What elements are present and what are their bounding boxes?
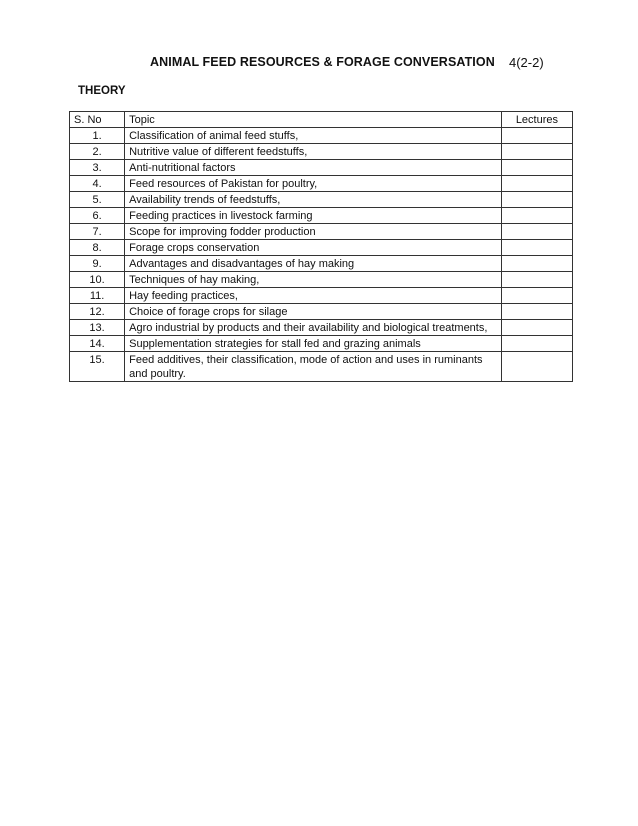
row-lectures bbox=[501, 224, 572, 240]
row-topic: Forage crops conservation bbox=[125, 240, 502, 256]
row-lectures bbox=[501, 336, 572, 352]
table-row bbox=[70, 176, 573, 192]
row-topic: Feeding practices in livestock farming bbox=[125, 208, 502, 224]
table-row bbox=[70, 272, 573, 288]
row-topic: Choice of forage crops for silage bbox=[125, 304, 502, 320]
row-sno: 3. bbox=[70, 160, 125, 176]
row-lectures bbox=[501, 288, 572, 304]
row-topic: Hay feeding practices, bbox=[125, 288, 502, 304]
table-row bbox=[70, 256, 573, 272]
row-sno: 10. bbox=[70, 272, 125, 288]
table-row bbox=[70, 224, 573, 240]
row-topic: Availability trends of feedstuffs, bbox=[125, 192, 502, 208]
row-lectures bbox=[501, 176, 572, 192]
row-sno: 12. bbox=[70, 304, 125, 320]
row-lectures bbox=[501, 320, 572, 336]
row-topic: Anti-nutritional factors bbox=[125, 160, 502, 176]
section-heading: THEORY bbox=[78, 85, 126, 97]
row-topic: Supplementation strategies for stall fed and grazing animals bbox=[125, 336, 502, 352]
header-lectures: Lectures bbox=[501, 112, 572, 128]
row-topic: Advantages and disadvantages of hay making bbox=[125, 256, 502, 272]
row-lectures bbox=[501, 304, 572, 320]
table-row bbox=[70, 288, 573, 304]
document-title: ANIMAL FEED RESOURCES & FORAGE CONVERSATION bbox=[150, 55, 495, 69]
table-row bbox=[70, 352, 573, 382]
table-row bbox=[70, 240, 573, 256]
topics-table bbox=[69, 111, 573, 382]
row-sno: 2. bbox=[70, 144, 125, 160]
row-lectures bbox=[501, 192, 572, 208]
row-topic: Techniques of hay making, bbox=[125, 272, 502, 288]
row-sno: 11. bbox=[70, 288, 125, 304]
table-header-row bbox=[70, 112, 573, 128]
row-sno: 13. bbox=[70, 320, 125, 336]
table-row bbox=[70, 304, 573, 320]
row-sno: 14. bbox=[70, 336, 125, 352]
row-lectures bbox=[501, 208, 572, 224]
row-lectures bbox=[501, 352, 572, 382]
table-row bbox=[70, 208, 573, 224]
table-row bbox=[70, 336, 573, 352]
table-row bbox=[70, 160, 573, 176]
row-lectures bbox=[501, 240, 572, 256]
row-lectures bbox=[501, 256, 572, 272]
table-row bbox=[70, 128, 573, 144]
table-row bbox=[70, 144, 573, 160]
credit-hours: 4(2-2) bbox=[509, 55, 544, 70]
row-topic: Scope for improving fodder production bbox=[125, 224, 502, 240]
row-sno: 15. bbox=[70, 352, 125, 382]
row-lectures bbox=[501, 160, 572, 176]
row-sno: 9. bbox=[70, 256, 125, 272]
row-sno: 7. bbox=[70, 224, 125, 240]
row-topic: Classification of animal feed stuffs, bbox=[125, 128, 502, 144]
table-row bbox=[70, 192, 573, 208]
header-sno: S. No bbox=[70, 112, 125, 128]
row-sno: 8. bbox=[70, 240, 125, 256]
row-lectures bbox=[501, 128, 572, 144]
row-topic: Feed resources of Pakistan for poultry, bbox=[125, 176, 502, 192]
header-topic: Topic bbox=[125, 112, 502, 128]
row-lectures bbox=[501, 272, 572, 288]
row-lectures bbox=[501, 144, 572, 160]
row-topic: Feed additives, their classification, mode of action and uses in ruminants and poultry. bbox=[125, 352, 502, 382]
row-sno: 6. bbox=[70, 208, 125, 224]
row-sno: 1. bbox=[70, 128, 125, 144]
row-sno: 5. bbox=[70, 192, 125, 208]
row-topic: Agro industrial by products and their availability and biological treatments, bbox=[125, 320, 502, 336]
topics-table-body bbox=[70, 112, 573, 382]
row-topic: Nutritive value of different feedstuffs, bbox=[125, 144, 502, 160]
table-row bbox=[70, 320, 573, 336]
row-sno: 4. bbox=[70, 176, 125, 192]
